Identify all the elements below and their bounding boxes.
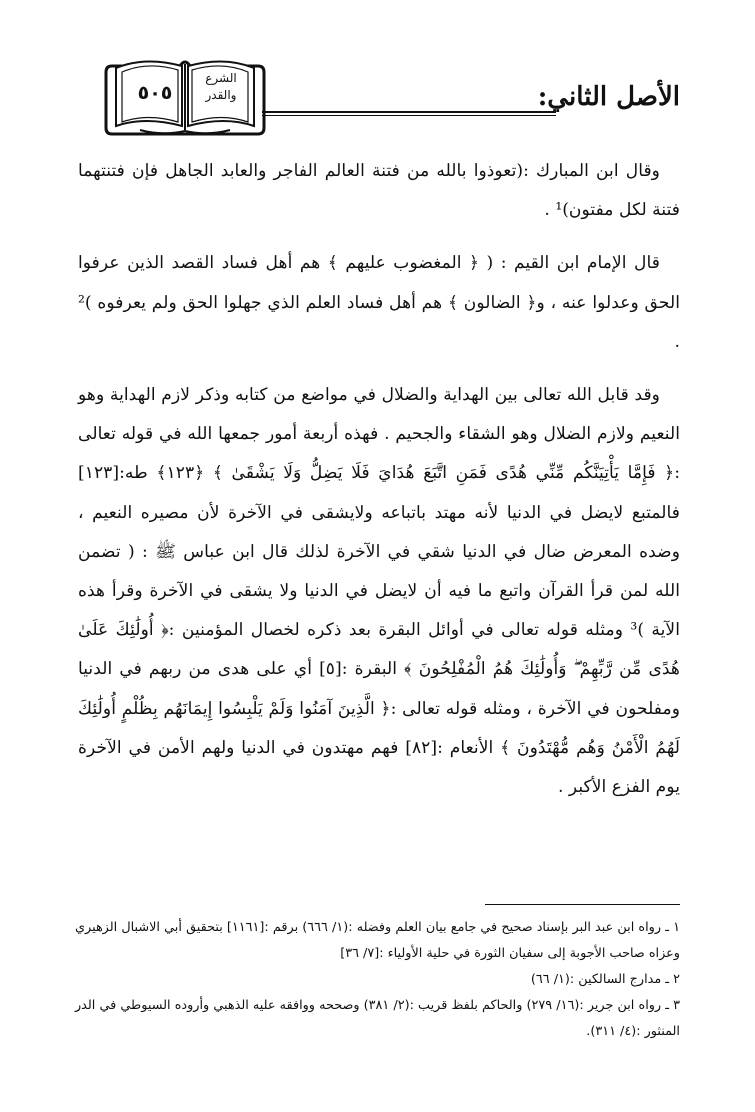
footnote-2: ٢ ـ مدارج السالكين :(١/ ٦٦) [530,972,680,987]
footnote-1: ١ ـ رواه ابن عبد البر بإسناد صحيح في جامع بيان العلم وفضله :(١/ ٦٦٦) برقم :[١١٦١] بتحقيق أبي الاشبال الزهيري وعزاه صاحب الأجوبة إلى سفيان الثورة في حلية الأولياء :[٧/ ٣٦] [75,920,680,961]
header-rule [262,111,556,116]
paragraph-3: وقد قابل الله تعالى بين الهداية والضلال في مواضع من كتابه وذكر لازم الهداية وهو النعيم ولازم الضلال وهو الشقاء والجحيم . فهذه أربعة أمور جمعها الله في قوله تعالى :﴿ فَإِمَّا يَأْتِيَنَّكُم مِّنِّي هُدًى فَمَنِ اتَّبَعَ هُدَايَ فَلَا يَضِلُّ وَلَا يَشْقَىٰ ﴾ ﴿١٢٣﴾ طه:[١٢٣] فالمتبع لايضل في الدنيا لأنه مهتد باتباعه ولايشقى في الآخرة لأن مصيره النعيم ، وضده المعرض ضال في الدنيا شقي في الآخرة لذلك قال ابن عباس ﷺ : ( تضمن الله لمن قرأ القرآن واتبع ما فيه أن لايضل في الدنيا ولا يشقى في الآخرة وقرأ هذه الآية )³ ومثله قوله تعالى في أوائل البقرة بعد ذكره لخصال المؤمنين :﴿ أُولَٰئِكَ عَلَىٰ هُدًى مِّن رَّبِّهِمْ ۖ وَأُولَٰئِكَ هُمُ الْمُفْلِحُونَ ﴾ البقرة :[٥] أي على هدى من ربهم في الدنيا ومفلحون في الآخرة ، ومثله قوله تعالى :﴿ الَّذِينَ آمَنُوا وَلَمْ يَلْبِسُوا إِيمَانَهُم بِظُلْمٍ أُولَٰئِكَ لَهُمُ الْأَمْنُ وَهُم مُّهْتَدُونَ ﴾ الأنعام :[٨٢] فهم مهتدون في الدنيا ولهم الأمن في الآخرة يوم الفزع الأكبر . [78,385,681,798]
chapter-title: الأصل الثاني: [537,82,680,112]
main-text [78,152,680,807]
page-header [0,0,755,150]
footnote-3: ٣ ـ رواه ابن جرير :(١٦/ ٢٧٩) والحاكم بلفظ قريب :(٢/ ٣٨١) وصححه ووافقه عليه الذهبي وأروده السيوطي في الدر المنثور :(٤/ ٣١١). [75,998,680,1039]
page-number: ٥٠٥ [137,82,173,104]
book-label-line2: والقدر [205,88,237,102]
paragraph-1: وقال ابن المبارك :(تعوذوا بالله من فتنة العالم الفاجر والعابد الجاهل فإن فتنتهما فتنة لكل مفتون)¹ . [78,161,680,221]
book-label-line1: الشرع [205,71,237,85]
footnotes [75,915,680,1045]
book-label [196,70,246,104]
paragraph-2: قال الإمام ابن القيم : ( ﴿ المغضوب عليهم ﴾ هم أهل فساد القصد الذين عرفوا الحق وعدلوا عنه ، و﴿ الضالون ﴾ هم أهل فساد العلم الذي جهلوا الحق ولم يعرفوه )² . [78,253,680,352]
footnote-separator [485,904,680,905]
